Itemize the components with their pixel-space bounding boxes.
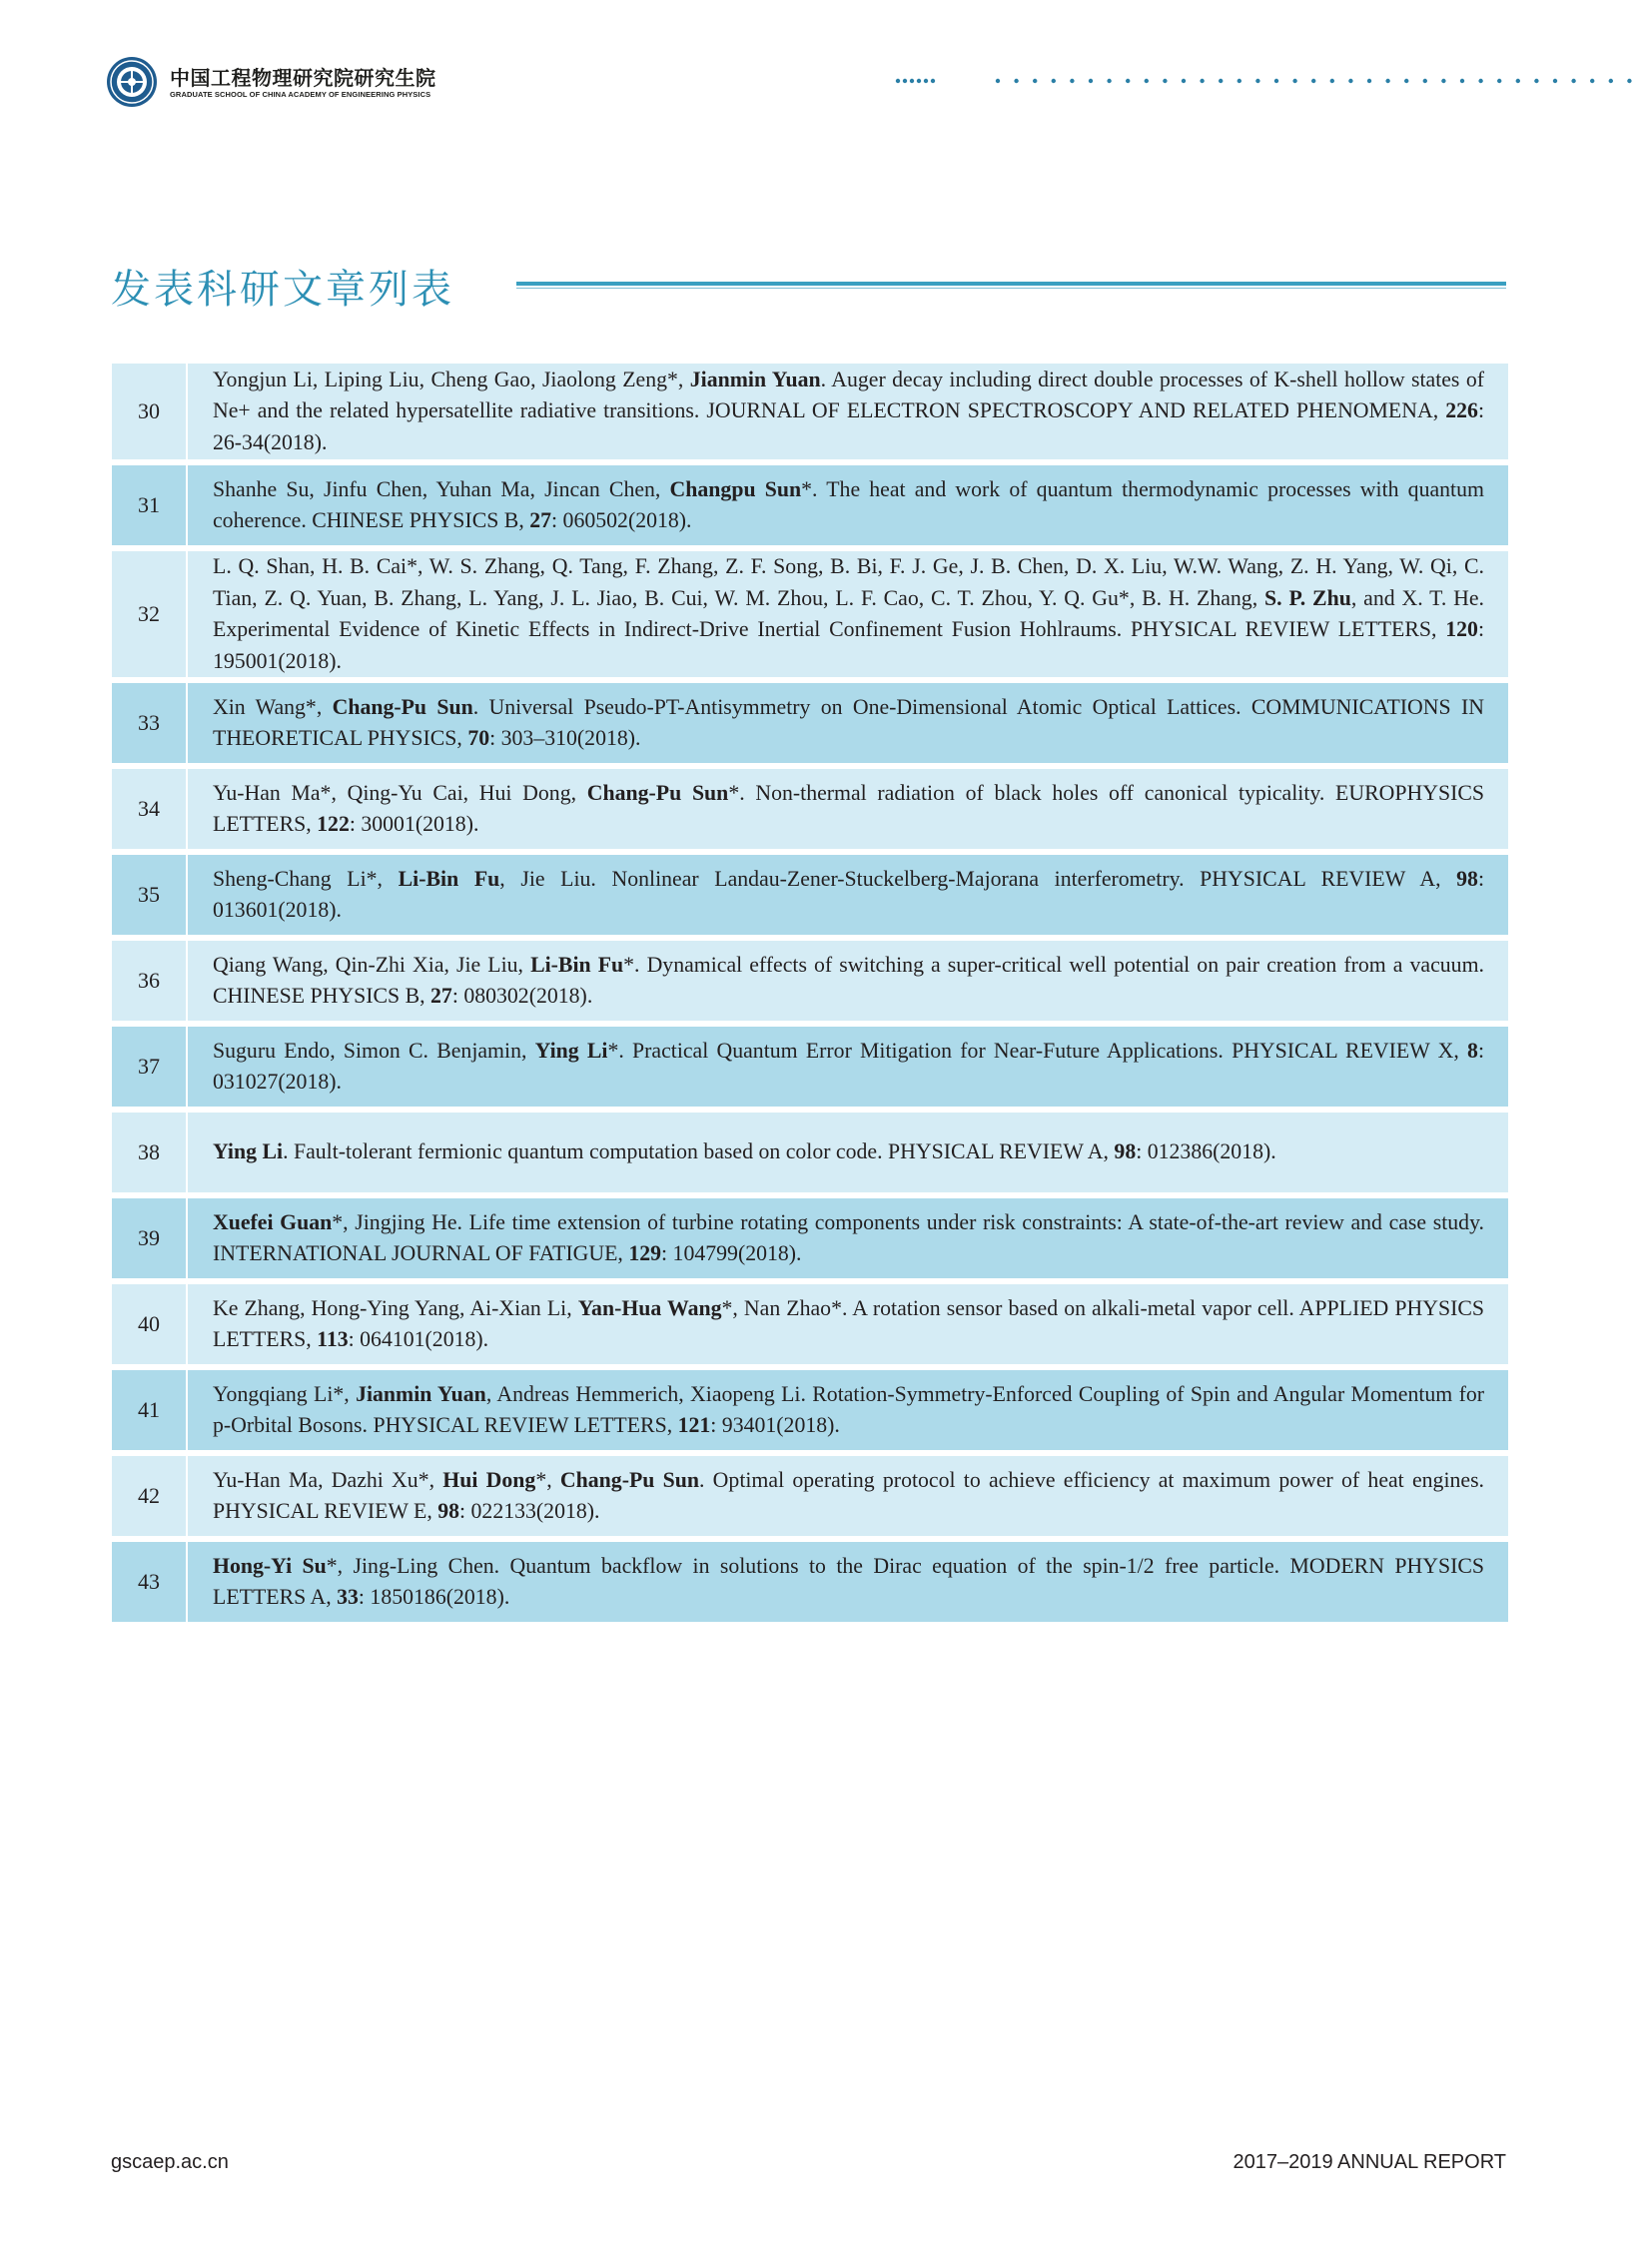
title-rule <box>516 282 1506 289</box>
publication-number: 35 <box>112 855 188 935</box>
page-header <box>106 56 1644 112</box>
citation-bold-text: Chang-Pu Sun <box>559 1467 699 1492</box>
publication-citation <box>188 941 1508 1021</box>
citation-bold-text: 27 <box>529 508 552 532</box>
footer-report-title: 2017–2019 ANNUAL REPORT <box>1233 2151 1506 2173</box>
publication-row <box>112 1027 1508 1107</box>
citation-text: Ke Zhang, Hong-Ying Yang, Ai-Xian Li, <box>213 1295 578 1320</box>
citation-bold-text: Chang-Pu Sun <box>332 694 473 719</box>
citation-text: *. Practical Quantum Error Mitigation for Near-Future Applications. PHYSICAL REVIEW X, <box>607 1038 1468 1063</box>
citation-text: *. The heat and work of quantum thermodynamic processes with quantum coherence. CHINESE PHYSICS B, <box>213 476 1484 532</box>
section-title: 发表科研文章列表 <box>111 267 454 313</box>
citation-bold-text: 122 <box>317 812 350 836</box>
citation-text: : 30001(2018). <box>349 812 479 836</box>
publication-row <box>112 855 1508 935</box>
citation-text: . Auger decay including direct double processes of K-shell hollow states of Ne+ and the related hypersatellite radiative transitions. JOURNAL OF ELECTRON SPECTROSCOPY AND RELATED PHENOMENA, <box>213 367 1484 423</box>
citation-text: . Universal Pseudo-PT-Antisymmetry on One-Dimensional Atomic Optical Lattices. COMMUNICATIONS IN THEORETICAL PHYSICS, <box>213 694 1484 750</box>
citation-text: : 031027(2018). <box>213 1038 1484 1094</box>
publication-table <box>112 358 1508 1628</box>
citation-text: Yongjun Li, Liping Liu, Cheng Gao, Jiaolong Zeng*, <box>213 367 690 391</box>
citation-text: Yu-Han Ma, Dazhi Xu*, <box>213 1467 443 1492</box>
publication-row <box>112 465 1508 545</box>
publication-row <box>112 941 1508 1021</box>
publication-row <box>112 1370 1508 1450</box>
citation-text: , Andreas Hemmerich, Xiaopeng Li. Rotation-Symmetry-Enforced Coupling of Spin and Angular Momentum for p-Orbital Bosons. PHYSICAL REVIEW LETTERS, <box>213 1381 1485 1437</box>
citation-text: : 012386(2018). <box>1136 1139 1276 1164</box>
publication-citation <box>188 551 1508 677</box>
citation-text: . Fault-tolerant fermionic quantum computation based on color code. PHYSICAL REVIEW A, <box>283 1139 1115 1164</box>
publication-number: 43 <box>112 1542 188 1622</box>
citation-text: Yongqiang Li*, <box>213 1381 357 1406</box>
citation-text: Shanhe Su, Jinfu Chen, Yuhan Ma, Jincan Chen, <box>213 476 670 501</box>
citation-bold-text: Hong-Yi Su <box>213 1553 327 1578</box>
publication-number: 38 <box>112 1113 188 1192</box>
citation-bold-text: 98 <box>437 1499 460 1523</box>
institution-logo-icon <box>106 56 158 108</box>
citation-text: : 013601(2018). <box>213 866 1485 922</box>
publication-citation <box>188 1456 1508 1536</box>
citation-bold-text: 27 <box>430 984 452 1008</box>
publication-citation <box>188 683 1508 763</box>
publication-row <box>112 1198 1508 1278</box>
citation-bold-text: Ying Li <box>534 1038 608 1063</box>
citation-bold-text: 33 <box>337 1585 359 1609</box>
publication-citation <box>188 465 1508 545</box>
citation-text: : 064101(2018). <box>348 1327 489 1351</box>
citation-bold-text: Jianmin Yuan <box>356 1381 486 1406</box>
citation-text: , and X. T. He. Experimental Evidence of Kinetic Effects in Indirect-Drive Inertial Confinement Fusion Hohlraums. PHYSICAL REVIEW LETTERS, <box>213 585 1484 641</box>
publication-citation <box>188 1027 1508 1107</box>
citation-text: *, Nan Zhao*. A rotation sensor based on alkali-metal vapor cell. APPLIED PHYSICS LETTERS, <box>213 1295 1484 1351</box>
institution-name-cn: 中国工程物理研究院研究生院 <box>170 66 436 90</box>
publication-row <box>112 683 1508 763</box>
publication-row <box>112 1542 1508 1622</box>
citation-bold-text: Ying Li <box>213 1139 284 1164</box>
citation-bold-text: 121 <box>677 1413 711 1437</box>
publication-row <box>112 551 1508 677</box>
citation-bold-text: Chang-Pu Sun <box>586 780 729 805</box>
citation-text: : 104799(2018). <box>661 1241 802 1265</box>
publication-number: 31 <box>112 465 188 545</box>
publication-number: 39 <box>112 1198 188 1278</box>
publication-citation <box>188 855 1508 935</box>
citation-text: Sheng-Chang Li*, <box>213 866 399 891</box>
publication-citation <box>188 1542 1508 1622</box>
citation-text: : 303–310(2018). <box>489 726 641 750</box>
citation-bold-text: Hui Dong <box>442 1467 536 1492</box>
citation-text: . Optimal operating protocol to achieve efficiency at maximum power of heat engines. PHYSICAL REVIEW E, <box>213 1467 1484 1523</box>
publication-citation <box>188 1284 1508 1364</box>
citation-text: : 26-34(2018). <box>213 398 1484 454</box>
citation-bold-text: 8 <box>1467 1038 1478 1063</box>
citation-bold-text: 226 <box>1445 398 1478 423</box>
publication-citation <box>188 769 1508 849</box>
publication-row <box>112 1284 1508 1364</box>
citation-text: : 1850186(2018). <box>358 1585 510 1609</box>
publication-number: 40 <box>112 1284 188 1364</box>
citation-text: Xin Wang*, <box>213 694 333 719</box>
citation-bold-text: Xuefei Guan <box>213 1209 333 1234</box>
publication-number: 30 <box>112 364 188 459</box>
citation-text: : 195001(2018). <box>213 617 1484 673</box>
publication-number: 32 <box>112 551 188 677</box>
publication-number: 33 <box>112 683 188 763</box>
institution-name-en: GRADUATE SCHOOL OF CHINA ACADEMY OF ENGINEERING PHYSICS <box>170 90 431 99</box>
citation-text: *, Jingjing He. Life time extension of turbine rotating components under risk constraints: A state-of-the-art review and case study. INTERNATIONAL JOURNAL OF FATIGUE, <box>213 1209 1484 1265</box>
citation-text: : 022133(2018). <box>459 1499 600 1523</box>
citation-bold-text: 98 <box>1456 866 1478 891</box>
citation-bold-text: Jianmin Yuan <box>689 367 821 391</box>
publication-citation <box>188 1113 1508 1192</box>
citation-text: *. Dynamical effects of switching a super-critical well potential on pair creation from a vacuum. CHINESE PHYSICS B, <box>213 952 1484 1008</box>
publication-row <box>112 769 1508 849</box>
header-dots-short <box>895 78 939 84</box>
citation-text: Yu-Han Ma*, Qing-Yu Cai, Hui Dong, <box>213 780 587 805</box>
publication-row <box>112 1113 1508 1192</box>
publication-number: 36 <box>112 941 188 1021</box>
header-dots-long <box>995 78 1644 84</box>
citation-bold-text: S. P. Zhu <box>1264 585 1351 610</box>
publication-row <box>112 364 1508 459</box>
citation-bold-text: 113 <box>317 1327 349 1351</box>
footer-website: gscaep.ac.cn <box>111 2151 229 2173</box>
citation-bold-text: Changpu Sun <box>669 476 802 501</box>
citation-text: , Jie Liu. Nonlinear Landau-Zener-Stuckelberg-Majorana interferometry. PHYSICAL REVIEW A, <box>499 866 1457 891</box>
citation-bold-text: Li-Bin Fu <box>398 866 500 891</box>
citation-bold-text: 129 <box>628 1241 662 1265</box>
citation-bold-text: 70 <box>467 726 490 750</box>
publication-number: 42 <box>112 1456 188 1536</box>
citation-text: *, <box>535 1467 560 1492</box>
citation-text: *, Jing-Ling Chen. Quantum backflow in solutions to the Dirac equation of the spin-1/2 free particle. MODERN PHYSICS LETTERS A, <box>213 1553 1484 1609</box>
publication-row <box>112 1456 1508 1536</box>
citation-bold-text: Li-Bin Fu <box>530 952 624 977</box>
publication-citation <box>188 1198 1508 1278</box>
citation-text: *. Non-thermal radiation of black holes off canonical typicality. EUROPHYSICS LETTERS, <box>213 780 1484 836</box>
citation-text: Qiang Wang, Qin-Zhi Xia, Jie Liu, <box>213 952 531 977</box>
citation-bold-text: Yan-Hua Wang <box>577 1295 722 1320</box>
publication-number: 37 <box>112 1027 188 1107</box>
citation-text: L. Q. Shan, H. B. Cai*, W. S. Zhang, Q. Tang, F. Zhang, Z. F. Song, B. Bi, F. J. Ge, J. B. Chen, D. X. Liu, W.W. Wang, Z. H. Yang, W. Qi, C. Tian, Z. Q. Yuan, B. Zhang, L. Yang, J. L. Jiao, B. Cui, W. M. Zhou, L. F. Cao, C. T. Zhou, Y. Q. Gu*, B. H. Zhang, <box>213 554 1484 610</box>
publication-number: 34 <box>112 769 188 849</box>
citation-text: Suguru Endo, Simon C. Benjamin, <box>213 1038 535 1063</box>
citation-text: : 060502(2018). <box>551 508 692 532</box>
publication-citation <box>188 364 1508 459</box>
citation-bold-text: 98 <box>1114 1139 1137 1164</box>
citation-text: : 080302(2018). <box>451 984 593 1008</box>
citation-text: : 93401(2018). <box>710 1413 840 1437</box>
citation-bold-text: 120 <box>1445 617 1478 641</box>
publication-citation <box>188 1370 1508 1450</box>
publication-number: 41 <box>112 1370 188 1450</box>
